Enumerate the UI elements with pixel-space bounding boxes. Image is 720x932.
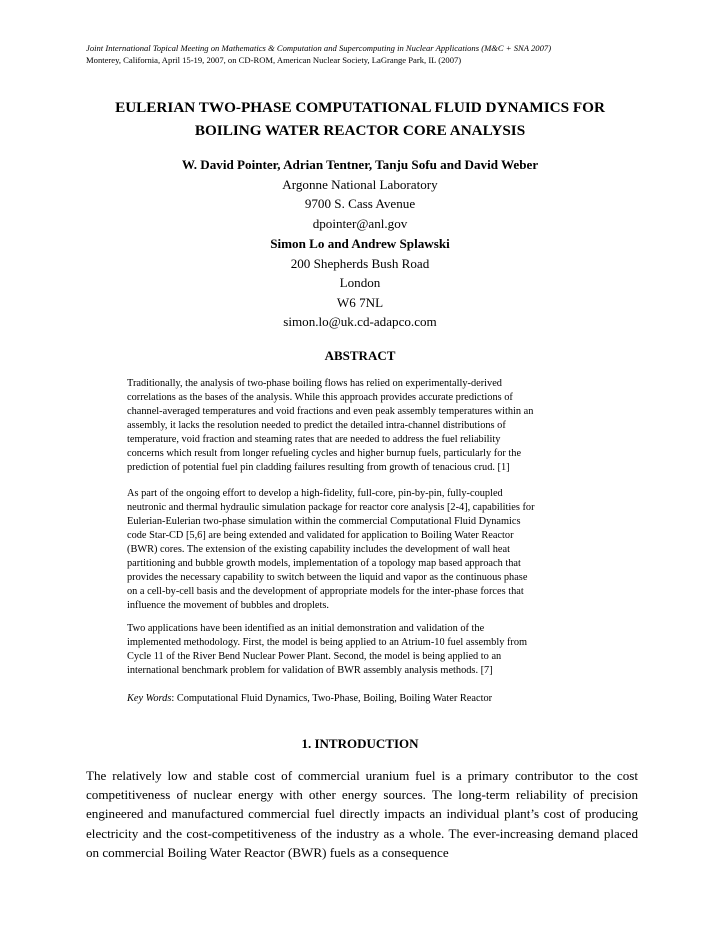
abstract-paragraph-1 (127, 377, 597, 475)
abstract-line: code Star-CD [5,6] are being extended and validated for application to Boiling Water Reactor (127, 530, 514, 542)
author-organization: Argonne National Laboratory (282, 176, 438, 192)
abstract-heading: ABSTRACT (324, 348, 396, 363)
abstract-paragraph-3 (127, 622, 597, 678)
abstract-line: Cycle 11 of the River Bend Nuclear Power Plant. Second, the model is being applied to an (127, 651, 502, 663)
abstract-line: influence the movement of bubbles and droplets. (127, 600, 329, 612)
author-names: Simon Lo and Andrew Splawski (270, 236, 450, 251)
title-line-1: EULERIAN TWO-PHASE COMPUTATIONAL FLUID DYNAMICS FOR (115, 99, 605, 116)
abstract-line: provides the necessary capability to switch between the liquid and vapor as the continuous phase (127, 572, 528, 584)
affiliation-cd-adapco (60, 234, 660, 332)
abstract-line: As part of the ongoing effort to develop a high-fidelity, full-core, pin-by-pin, fully-coupled (127, 488, 503, 499)
author-postcode: W6 7NL (336, 294, 384, 310)
section-heading-introduction: 1. INTRODUCTION (301, 736, 419, 751)
title-line-2: BOILING WATER REACTOR CORE ANALYSIS (194, 122, 526, 139)
abstract-line: temperature, void fraction and steaming rates that are needed to address the fuel reliability (127, 434, 501, 446)
abstract-line: Traditionally, the analysis of two-phase boiling flows has relied on experimentally-derived (127, 378, 502, 389)
author-address: 9700 S. Cass Avenue (304, 196, 416, 212)
keywords (127, 692, 597, 706)
abstract-line: implemented methodology. First, the model is being applied to an Atrium-10 fuel assembly from (127, 637, 528, 649)
author-address: 200 Shepherds Bush Road (290, 255, 430, 271)
abstract-line: Two applications have been identified as an initial demonstration and validation of the (127, 623, 485, 634)
abstract-line: neutronic and thermal hydraulic simulation package for reactor core analysis [2-4], capabilities for (127, 502, 535, 514)
author-city: London (339, 275, 381, 291)
author-names: W. David Pointer, Adrian Tentner, Tanju Sofu and David Weber (181, 157, 539, 172)
introduction-paragraph: The relatively low and stable cost of commercial uranium fuel is a primary contributor to the cost competitiveness of nuclear energy with other energy sources. The long-term reliability of precision engineered and manufactured commercial fuel directly impacts an individual plant’s cost of producing electricity and the cost-competitiveness of the industry as a whole. The ever-increasing demand placed on commercial Boiling Water Reactor (BWR) fuels as a consequence (86, 768, 638, 860)
abstract-line: correlations as the bases of the analysis. While this approach provides accurate predictions of (127, 392, 513, 404)
abstract-line: assembly, it lacks the resolution needed to predict the detailed intra-channel distributions of (127, 420, 506, 432)
abstract-line: prediction of potential fuel pin cladding failures resulting from growth of tenacious crud. [1] (127, 462, 510, 474)
abstract-line: channel-averaged temperatures and void fractions and even peak assembly temperatures within an (127, 406, 534, 418)
abstract-line: Eulerian-Eulerian two-phase simulation within the commercial Computational Fluid Dynamics (127, 516, 521, 528)
abstract-line: (BWR) cores. The extension of the existing capability includes the development of wall heat (127, 544, 510, 556)
header-conference: Joint International Topical Meeting on Mathematics & Computation and Supercomputing in Nuclear Applications (M&C + SNA 2007) (86, 43, 552, 53)
abstract-line: on a cell-by-cell basis and the development of appropriate models for the inter-phase forces that (127, 586, 524, 598)
abstract-paragraph-2 (127, 487, 597, 613)
affiliation-argonne (60, 155, 660, 233)
header-venue: Monterey, California, April 15-19, 2007, on CD-ROM, American Nuclear Society, LaGrange Park, IL (2007) (86, 55, 462, 65)
abstract-line: partitioning and bubble growth models, implementation of a topology map based approach that (127, 558, 521, 570)
author-email: simon.lo@uk.cd-adapco.com (283, 314, 437, 330)
abstract-line: concerns which result from longer refueling cycles and higher burnup fuels, particularly for the (127, 448, 522, 460)
author-email: dpointer@anl.gov (312, 215, 408, 231)
keywords-list: : Computational Fluid Dynamics, Two-Phase, Boiling, Boiling Water Reactor (171, 693, 493, 704)
keywords-label: Key Words (127, 693, 172, 704)
paper-title (60, 96, 660, 142)
abstract-line: international benchmark problem for validation of BWR assembly analysis methods. [7] (127, 665, 493, 677)
page-header (86, 42, 646, 66)
